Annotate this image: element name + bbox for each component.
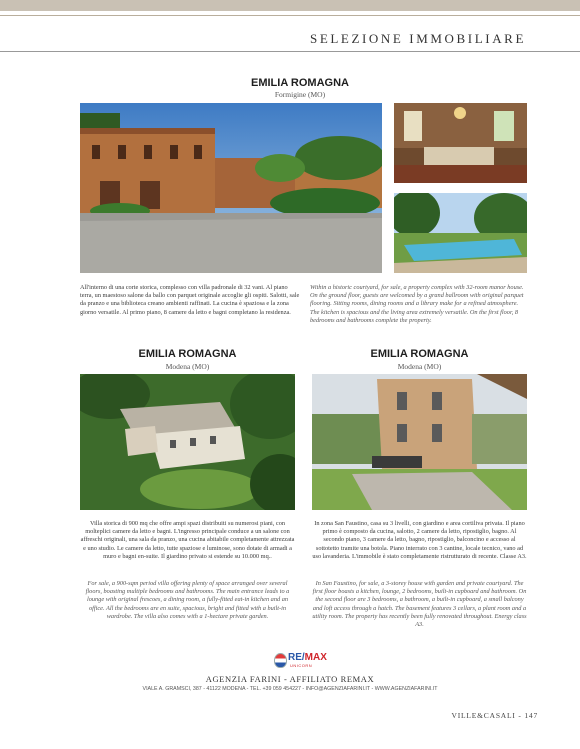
listing-location: Modena (MO) [165,362,210,371]
top-band [0,0,580,11]
logo-max: MAX [304,652,327,663]
period-villa-aerial-photo [80,374,295,510]
top-line [0,15,580,16]
listing-title: EMILIA ROMAGNA [251,77,349,89]
three-storey-house-photo [312,374,527,510]
agency-name: AGENZIA FARINI - AFFILIATO REMAX [205,674,375,684]
remax-logo [272,653,332,669]
ballroom-interior-photo [394,103,527,183]
header-rule [0,51,580,52]
balloon-icon [274,653,287,668]
right-description-it: In zona San Faustino, casa su 3 livelli, con giardino e area cortiliva privata. Il piano primo è composto da cucina, salotto, 2 camere da letto, ripostiglio, bagno. Al secondo piano, 3 camere da letto, bagno, ripostiglio, balconcino e accesso al sottotetto tramite una botola. Piano interrato con 3 cantine, locale tecnico, vano ad uso lavanderia. L'immobile è stato completamente ristrutturato di recente. Classe A3. [312,520,527,560]
top-description-it: All'interno di una corte storica, complesso con villa padronale di 32 vani. Al piano terra, un maestoso salone da ballo con parquet originale accoglie gli ospiti. Salotti, sale da pranzo e una biblioteca creano ambienti raffinati. La cucina è spaziosa e la zona giorno versatile. Al primo piano, 8 camere da letto e bagni completano la residenza. [80,284,300,316]
remax-wordmark [288,652,327,663]
left-description-it: Villa storica di 900 mq che offre ampi spazi distribuiti su numerosi piani, con molteplici camere da letto e bagni. L'ingresso principale conduce a un salone con affreschi originali, una sala da pranzo, una cucina abitabile completamente attrezzata e uno studio. Le camere da letto, tutte spaziose e luminose, sono dotate di armadi a muro e bagni en-suite. Il giardino privato si estende su 10.000 mq.. [80,520,295,560]
left-description-en: For sale, a 900-sqm period villa offering plenty of space arranged over several floors, boasting multiple bedrooms and bathrooms. The main entrance leads to a lounge with original frescoes, a dining room, a fully-fitted eat-in kitchen and an office. All the bedrooms are en suite, spacious, bright and fitted with a built-in wardrobe. The villa also comes with a 1-hectare private garden. [85,580,290,620]
pool-garden-photo [394,193,527,273]
page-footer: VILLE&CASALI - 147 [451,711,538,720]
logo-subtitle: UNICORN [290,663,313,668]
listing-title: EMILIA ROMAGNA [138,348,237,360]
section-title: SELEZIONE IMMOBILIARE [310,31,526,46]
listing-location: Modena (MO) [397,362,442,371]
right-description-en: In San Faustino, for sale, a 3-storey house with garden and private courtyard. The first floor boasts a kitchen, lounge, 2 bedrooms, built-in cupboard and bathroom. On the second floor are 3 bedrooms, a bathroom, a built-in cupboard, a small balcony and loft access through a hatch. The basement features 3 cellars, a plant room and a utility room. The property has recently been fully renovated throughout. Energy class A3. [312,580,527,629]
agency-contact: VIALE A. GRAMSCI, 387 - 41122 MODENA - TEL. +39 059 454227 - INFO@AGENZIAFARINI.IT - WWW.AGENZIAFARINI.IT [142,686,438,692]
top-description-en: Within a historic courtyard, for sale, a property complex with 32-room manor house. On the ground floor, guests are welcomed by a grand ballroom with original parquet flooring. Sitting rooms, dining rooms and a library make for a refined atmosphere. The kitchen is spacious and the living area extremely versatile. On the first floor, 8 bedrooms and bathrooms complete the property. [310,284,524,324]
villa-courtyard-photo [80,103,382,273]
listing-title: EMILIA ROMAGNA [370,348,469,360]
listing-location: Formigine (MO) [274,90,326,99]
logo-re: RE/ [288,652,305,663]
